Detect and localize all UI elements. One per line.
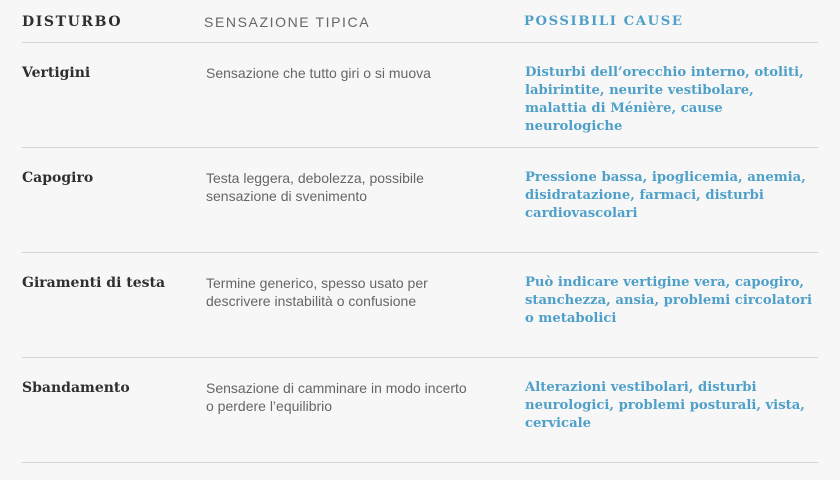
disturbo-cell: Sbandamento	[22, 380, 130, 396]
sensazione-cell: Testa leggera, debolezza, possibile sensazione di svenimento	[206, 170, 424, 204]
disturbo-cell: Giramenti di testa	[22, 275, 166, 291]
column-header-cause: POSSIBILI CAUSE	[524, 14, 684, 29]
sensazione-cell: Termine generico, spesso usato per descrivere instabilità o confusione	[206, 275, 428, 309]
column-header-sensazione: SENSAZIONE TIPICA	[204, 14, 371, 30]
table-header	[22, 0, 818, 43]
table-row	[22, 43, 818, 148]
column-header-disturbo: DISTURBO	[22, 14, 123, 30]
disturbo-cell: Vertigini	[22, 65, 91, 81]
cause-cell: Può indicare vertigine vera, capogiro, stanchezza, ansia, problemi circolatori o metabolici	[525, 275, 813, 326]
sensazione-cell: Sensazione di camminare in modo incerto o perdere l’equilibrio	[206, 380, 467, 414]
cause-cell: Alterazioni vestibolari, disturbi neurologici, problemi posturali, vista, cervicale	[525, 380, 805, 431]
table-row	[22, 148, 818, 253]
disturbo-cell: Capogiro	[22, 170, 94, 186]
sensazione-cell: Sensazione che tutto giri o si muova	[206, 65, 431, 81]
table-row	[22, 358, 818, 463]
cause-cell: Disturbi dell’orecchio interno, otoliti, labirintite, neurite vestibolare, malattia di Ménière, cause neurologiche	[525, 65, 804, 134]
symptoms-table	[22, 0, 818, 463]
table-row	[22, 253, 818, 358]
cause-cell: Pressione bassa, ipoglicemia, anemia, disidratazione, farmaci, disturbi cardiovascolari	[525, 170, 806, 221]
